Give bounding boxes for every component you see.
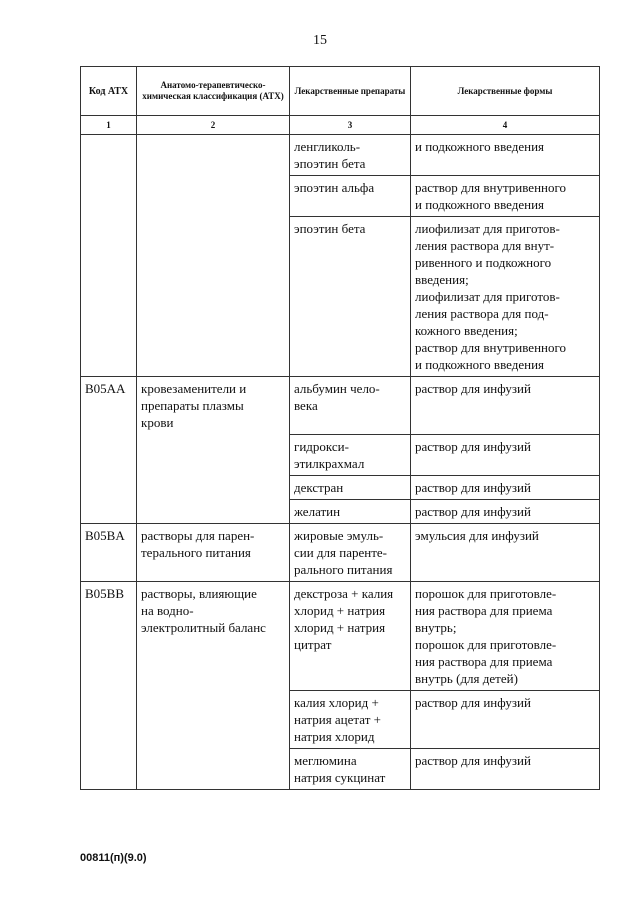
atx-classification (137, 217, 290, 377)
drug-name (290, 434, 411, 475)
drug-name (290, 499, 411, 523)
dosage-form-line: ления раствора для под- (415, 306, 549, 321)
table-row (81, 690, 600, 748)
table-row (81, 581, 600, 690)
atx-code-cell (81, 499, 137, 523)
table-row (81, 176, 600, 217)
drug-name-line: эпоэтин бета (294, 156, 366, 171)
drug-name (290, 581, 411, 690)
table-row (81, 499, 600, 523)
dosage-form-line: и подкожного введения (415, 197, 545, 212)
atx-classification-line: кровезаменители и (141, 381, 247, 396)
drug-name (290, 690, 411, 748)
table-row (81, 434, 600, 475)
drug-name-line: калия хлорид + (294, 694, 379, 710)
drug-name-line: декстран (294, 479, 344, 495)
atx-code-cell (81, 377, 137, 435)
column-number: 2 (137, 116, 290, 135)
atx-classification (137, 690, 290, 748)
drug-name-line: рального питания (294, 561, 393, 577)
atx-classification-line: на водно- (141, 602, 194, 618)
atx-code: B05BB (85, 585, 125, 601)
dosage-form-line: лиофилизат для приготов- (415, 289, 560, 304)
dosage-form (411, 523, 600, 581)
atx-classification (137, 135, 290, 176)
table-row (81, 475, 600, 499)
dosage-form-line: порошок для приготовле- (415, 636, 557, 652)
atx-classification-line: электролитный баланс (141, 619, 266, 635)
drug-name-line: хлорид + натрия (294, 602, 386, 618)
atx-classification (137, 475, 290, 499)
dosage-form-line: внутрь; (415, 619, 457, 635)
dosage-form-line: раствор для инфузий (415, 503, 531, 519)
dosage-form (411, 475, 600, 499)
atx-code-cell (81, 217, 137, 377)
dosage-form (411, 434, 600, 475)
dosage-form-line: раствор для инфузий (415, 381, 531, 396)
atx-code-cell (81, 690, 137, 748)
atx-classification (137, 748, 290, 789)
table-body (81, 135, 600, 790)
column-number: 4 (411, 116, 600, 135)
drug-name (290, 748, 411, 789)
dosage-form (411, 581, 600, 690)
drug-name-line: декстроза + калия (294, 585, 394, 601)
header-atx-code: Код АТХ (81, 67, 137, 116)
header-drugs: Лекарственные препараты (290, 67, 411, 116)
drug-name (290, 176, 411, 217)
drug-name-line: меглюмина (294, 752, 357, 768)
drug-name (290, 377, 411, 435)
drug-name-line: натрия сукцинат (294, 769, 386, 785)
drug-name-line: эпоэтин бета (294, 221, 366, 236)
dosage-form-line: кожного введения; (415, 323, 518, 338)
atx-classification-line: растворы для парен- (141, 527, 255, 543)
drug-name-line: натрия хлорид (294, 728, 375, 744)
drug-name-line: эпоэтин альфа (294, 180, 375, 195)
atx-table (80, 66, 600, 790)
atx-code-cell (81, 135, 137, 176)
table-header-row (81, 67, 600, 116)
atx-classification-line: крови (141, 415, 174, 430)
dosage-form (411, 217, 600, 377)
dosage-form-line: раствор для внутривенного (415, 180, 566, 195)
drug-name (290, 217, 411, 377)
table-row (81, 135, 600, 176)
dosage-form-line: раствор для инфузий (415, 479, 531, 495)
dosage-form-line: раствор для инфузий (415, 752, 531, 768)
dosage-form-line: эмульсия для инфузий (415, 527, 539, 543)
atx-classification (137, 434, 290, 475)
header-dosage-forms: Лекарственные формы (411, 67, 600, 116)
table-row (81, 377, 600, 435)
atx-classification (137, 377, 290, 435)
dosage-form-line: порошок для приготовле- (415, 585, 557, 601)
header-atx-classification: Анатомо-терапевтическо-химическая классификация (АТХ) (137, 67, 290, 116)
column-number: 3 (290, 116, 411, 135)
dosage-form-line: ривенного и подкожного (415, 255, 552, 270)
page-number: 15 (313, 33, 327, 48)
drug-name-line: этилкрахмал (294, 455, 365, 471)
dosage-form-line: ния раствора для приема (415, 653, 553, 669)
atx-code-cell (81, 748, 137, 789)
drug-name-line: жировые эмуль- (294, 527, 384, 543)
dosage-form (411, 135, 600, 176)
atx-code: B05AA (85, 381, 126, 396)
dosage-form (411, 377, 600, 435)
dosage-form-line: введения; (415, 272, 469, 287)
atx-code-cell (81, 176, 137, 217)
dosage-form (411, 690, 600, 748)
dosage-form-line: ния раствора для приема (415, 602, 553, 618)
table-row (81, 748, 600, 789)
table-row (81, 523, 600, 581)
drug-name-line: желатин (294, 503, 341, 519)
dosage-form-line: раствор для внутривенного (415, 340, 566, 355)
atx-classification (137, 581, 290, 690)
drug-name (290, 475, 411, 499)
dosage-form (411, 499, 600, 523)
drug-name-line: ленгликоль- (294, 139, 361, 154)
drug-name-line: века (294, 398, 318, 413)
column-number: 1 (81, 116, 137, 135)
dosage-form-line: раствор для инфузий (415, 694, 531, 710)
dosage-form-line: лиофилизат для приготов- (415, 221, 560, 236)
atx-classification-line: препараты плазмы (141, 398, 244, 413)
atx-code-cell (81, 581, 137, 690)
dosage-form-line: раствор для инфузий (415, 438, 531, 454)
atx-code-cell (81, 523, 137, 581)
drug-name-line: натрия ацетат + (294, 711, 381, 727)
atx-classification (137, 499, 290, 523)
atx-classification (137, 176, 290, 217)
drug-name-line: цитрат (294, 636, 332, 652)
drug-name-line: альбумин чело- (294, 381, 380, 396)
drug-name (290, 523, 411, 581)
dosage-form-line: внутрь (для детей) (415, 670, 518, 686)
atx-code-cell (81, 475, 137, 499)
atx-classification-line: растворы, влияющие (141, 585, 257, 601)
dosage-form-line: и подкожного введения (415, 139, 545, 154)
dosage-form (411, 748, 600, 789)
document-code: 00811(п)(9.0) (80, 852, 147, 864)
drug-name-line: хлорид + натрия (294, 619, 386, 635)
atx-code-cell (81, 434, 137, 475)
dosage-form-line: ления раствора для внут- (415, 238, 555, 253)
column-number-row (81, 116, 600, 135)
dosage-form-line: и подкожного введения (415, 357, 545, 372)
drug-name-line: гидрокси- (294, 438, 349, 454)
atx-classification-line: терального питания (141, 544, 251, 560)
drug-name-line: сии для паренте- (294, 544, 387, 560)
atx-classification (137, 523, 290, 581)
table-row (81, 217, 600, 377)
atx-code: B05BA (85, 527, 125, 543)
drug-name (290, 135, 411, 176)
dosage-form (411, 176, 600, 217)
